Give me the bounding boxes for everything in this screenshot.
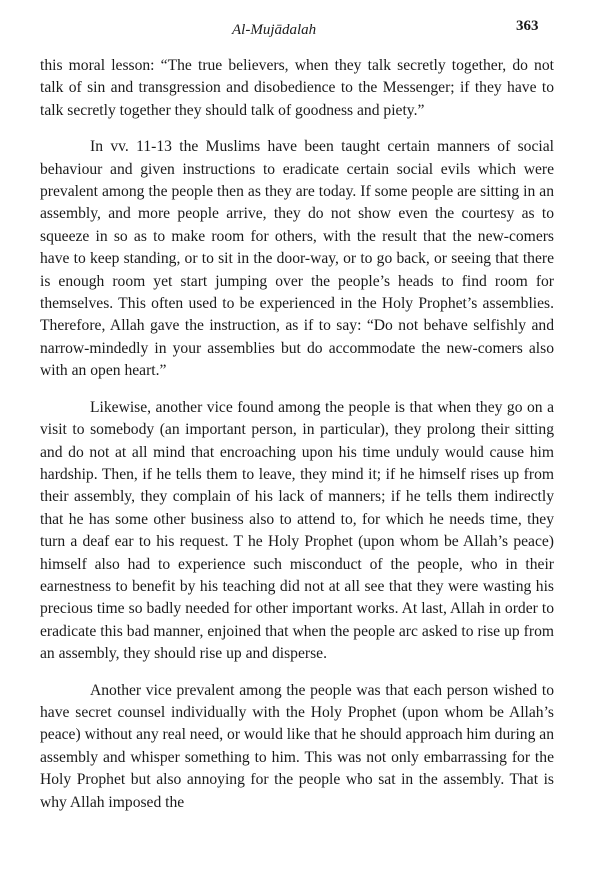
- body-text: [40, 55, 554, 828]
- running-head: Al-Mujādalah: [232, 22, 317, 38]
- paragraph: Likewise, another vice found among the people is that when they go on a visit to somebody (an important person, in particular), they prolong their sitting and do not at all mind that encroaching upon his time unduly would cause him hardship. Then, if he tells them to leave, they mind it; if he himself rises up from their assembly, they complain of his lack of manners; if he tells them indirectly that he has some other business also to attend to, for which he needs time, they turn a deaf ear to his request. T he Holy Prophet (upon whom be Allah’s peace) himself also had to experience such misconduct of the people, who in their earnestness to benefit by his teaching did not at all see that they were wasting his precious time so badly needed for other important works. At last, Allah in order to eradicate this bad manner, enjoined that when the people arc asked to rise up from an assembly, they should rise up and disperse.: [40, 398, 554, 663]
- page-header: [0, 18, 600, 42]
- page-number: 363: [516, 18, 539, 34]
- paragraph: In vv. 11-13 the Muslims have been taught certain manners of social behaviour and given instructions to eradicate certain social evils which were prevalent among the people then as they are today. If some people are sitting in an assembly, and more people arrive, they do not show even the courtesy as to squeeze in so as to make room for others, with the result that the new-comers have to keep standing, or to sit in the door-way, or to go back, or seeing that there is enough room yet start jumping over the people’s heads to find room for themselves. This often used to be experienced in the Holy Prophet’s assemblies. Therefore, Allah gave the instruction, as if to say: “Do not behave selfishly and narrow-mindedly in your assemblies but do accommodate the new-comers also with an open heart.”: [40, 138, 554, 380]
- paragraph: Another vice prevalent among the people was that each person wished to have secret counsel individually with the Holy Prophet (upon whom be Allah’s peace) without any real need, or would like that he should approach him during an assembly and whisper something to him. This was not only embarrassing for the Holy Prophet but also annoying for the people who sat in the assembly. That is why Allah imposed the: [40, 681, 554, 811]
- paragraph-continued: this moral lesson: “The true believers, when they talk secretly together, do not talk of sin and transgression and disobedience to the Messenger; if they have to talk secretly together they should talk of goodness and piety.”: [40, 57, 554, 119]
